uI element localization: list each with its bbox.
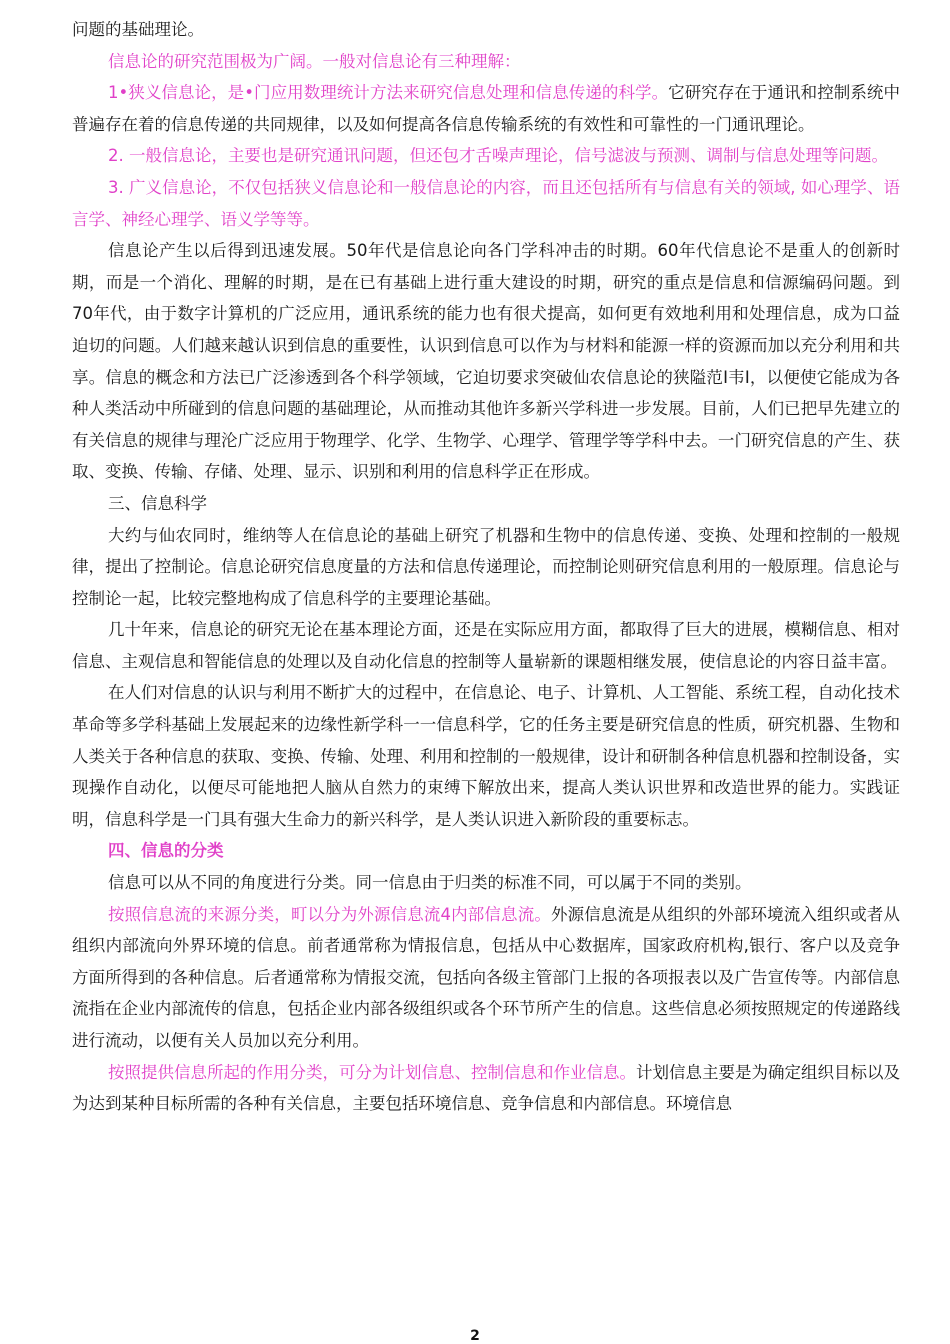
paragraph-general-information-theory: 2. 一般信息论，主要也是研究通讯问题，但还包才舌噪声理论，信号滤波与预测、调制与信息处理等问题。: [108, 146, 888, 166]
highlighted-classification-function: 按照提供信息所起的作用分类，可分为计划信息、控制信息和作业信息。: [108, 1062, 636, 1082]
section-heading-classification: 四、信息的分类: [108, 841, 224, 861]
paragraph-function-classification: [72, 1057, 900, 1120]
paragraph-scope-intro: 信息论的研究范围极为广阔。一般对信息论有三种理解：: [108, 51, 521, 71]
highlighted-classification-source: 按照信息流的来源分类，町以分为外源信息流4内部信息流。: [108, 904, 551, 924]
highlighted-definition: 1•狭义信息论，是•门应用数理统计方法来研究信息处理和信息传递的科学。: [108, 83, 669, 103]
paragraph-broad-information-theory: 3. 广义信息论，不仅包括狭义信息论和一般信息论的内容，而且还包括所有与信息有关的领域, 如心理学、语言学、神经心理学、语义学等等。: [72, 177, 900, 229]
paragraph-source-classification: [72, 899, 900, 1057]
paragraph-development-history: 信息论产生以后得到迅速发展。50年代是信息论向各门学科冲击的时期。60年代信息论不是重人的创新时期，而是一个消化、理解的时期，是在已有基础上进行重大建设的时期，研究的重点是信息和信源编码问题。到70年代，由于数字计算机的广泛应用，通讯系统的能力也有很犬提高，如何更有效地利用和处理信息，成为口益迫切的问题。人们越来越认识到信息的重要性，认识到信息可以作为与材料和能源一样的资源而加以充分利用和共享。信息的概念和方法已广泛渗透到各个科学领域，它迫切要求突破仙农信息论的狭隘范I韦I，以便使它能成为各种人类活动中所碰到的信息问题的基础理论，从而推动其他许多新兴学科进一步发展。目前，人们已把早先建立的有关信息的规律与理沦广泛应用于物理学、化学、生物学、心理学、管理学等学科中去。一门研究信息的产生、获取、变换、传输、存储、处理、显示、识别和利用的信息科学正在形成。: [72, 241, 900, 482]
paragraph-classification-intro: 信息可以从不同的角度进行分类。同一信息由于归类的标准不同，可以属于不同的类别。: [108, 873, 752, 893]
paragraph-text: 计划信息主要是为确定组织目标以及为达到某种目标所需的各种有关信息，主要包括环境信息、竞争信息和内部信息。环境信息: [72, 1062, 900, 1114]
section-heading-information-science: 三、信息科学: [108, 493, 207, 513]
paragraph-cybernetics: 大约与仙农同时，维纳等人在信息论的基础上研究了机器和生物中的信息传递、变换、处理和控制的一般规律，提出了控制论。信息论研究信息度量的方法和信息传递理论，而控制论则研究信息利用的一般原理。信息论与控制论一起，比较完整地构成了信息科学的主要理论基础。: [72, 525, 900, 608]
paragraph-progress: 几十年来，信息论的研究无论在基本理论方面，还是在实际应用方面，都取得了巨大的进展，模糊信息、相对信息、主观信息和智能信息的处理以及自动化信息的控制等人量崭新的课题相继发展，使信息论的内容日益丰富。: [72, 620, 900, 671]
paragraph-text: 外源信息流是从组织的外部环境流入组织或者从组织内部流向外界环境的信息。前者通常称为情报信息，包括从中心数据库，国家政府机构,银行、客户以及竞争方面所得到的各种信息。后者通常称为情报交流，包括向各级主管部门上报的各项报表以及广告宣传等。内部信息流指在企业内部流传的信息，包括企业内部各级组织或各个环节所产生的信息。这些信息必须按照规定的传递路线进行流动，以便有关人员加以充分利用。: [72, 904, 901, 1050]
paragraph-information-science-definition: 在人们对信息的认识与利用不断扩大的过程中，在信息论、电子、计算机、人工智能、系统工程，自动化技术革命等多学科基础上发展起来的边缘性新学科一一信息科学，它的任务主要是研究信息的性质，研究机器、生物和人类关于各种信息的获取、变换、传输、处理、利用和控制的一般规律，设计和研制各种信息机器和控制设备，实现操作自动化，以便尽可能地把人脑从自然力的束缚下解放出来，提高人类认识世界和改造世界的能力。实践证明，信息科学是一门具有强大生命力的新兴科学，是人类认识进入新阶段的重要标志。: [72, 683, 900, 829]
document-body: [72, 14, 900, 1120]
page-number: 2: [470, 1328, 480, 1344]
paragraph-text: 它研究存在于通讯和控制系统中普遍存在着的信息传递的共同规律，以及如何提高各信息传输系统的有效性和可靠性的一门通讯理论。: [72, 83, 900, 134]
paragraph-continuation: 问题的基础理论。: [72, 20, 204, 39]
paragraph-narrow-information-theory: [72, 77, 900, 140]
